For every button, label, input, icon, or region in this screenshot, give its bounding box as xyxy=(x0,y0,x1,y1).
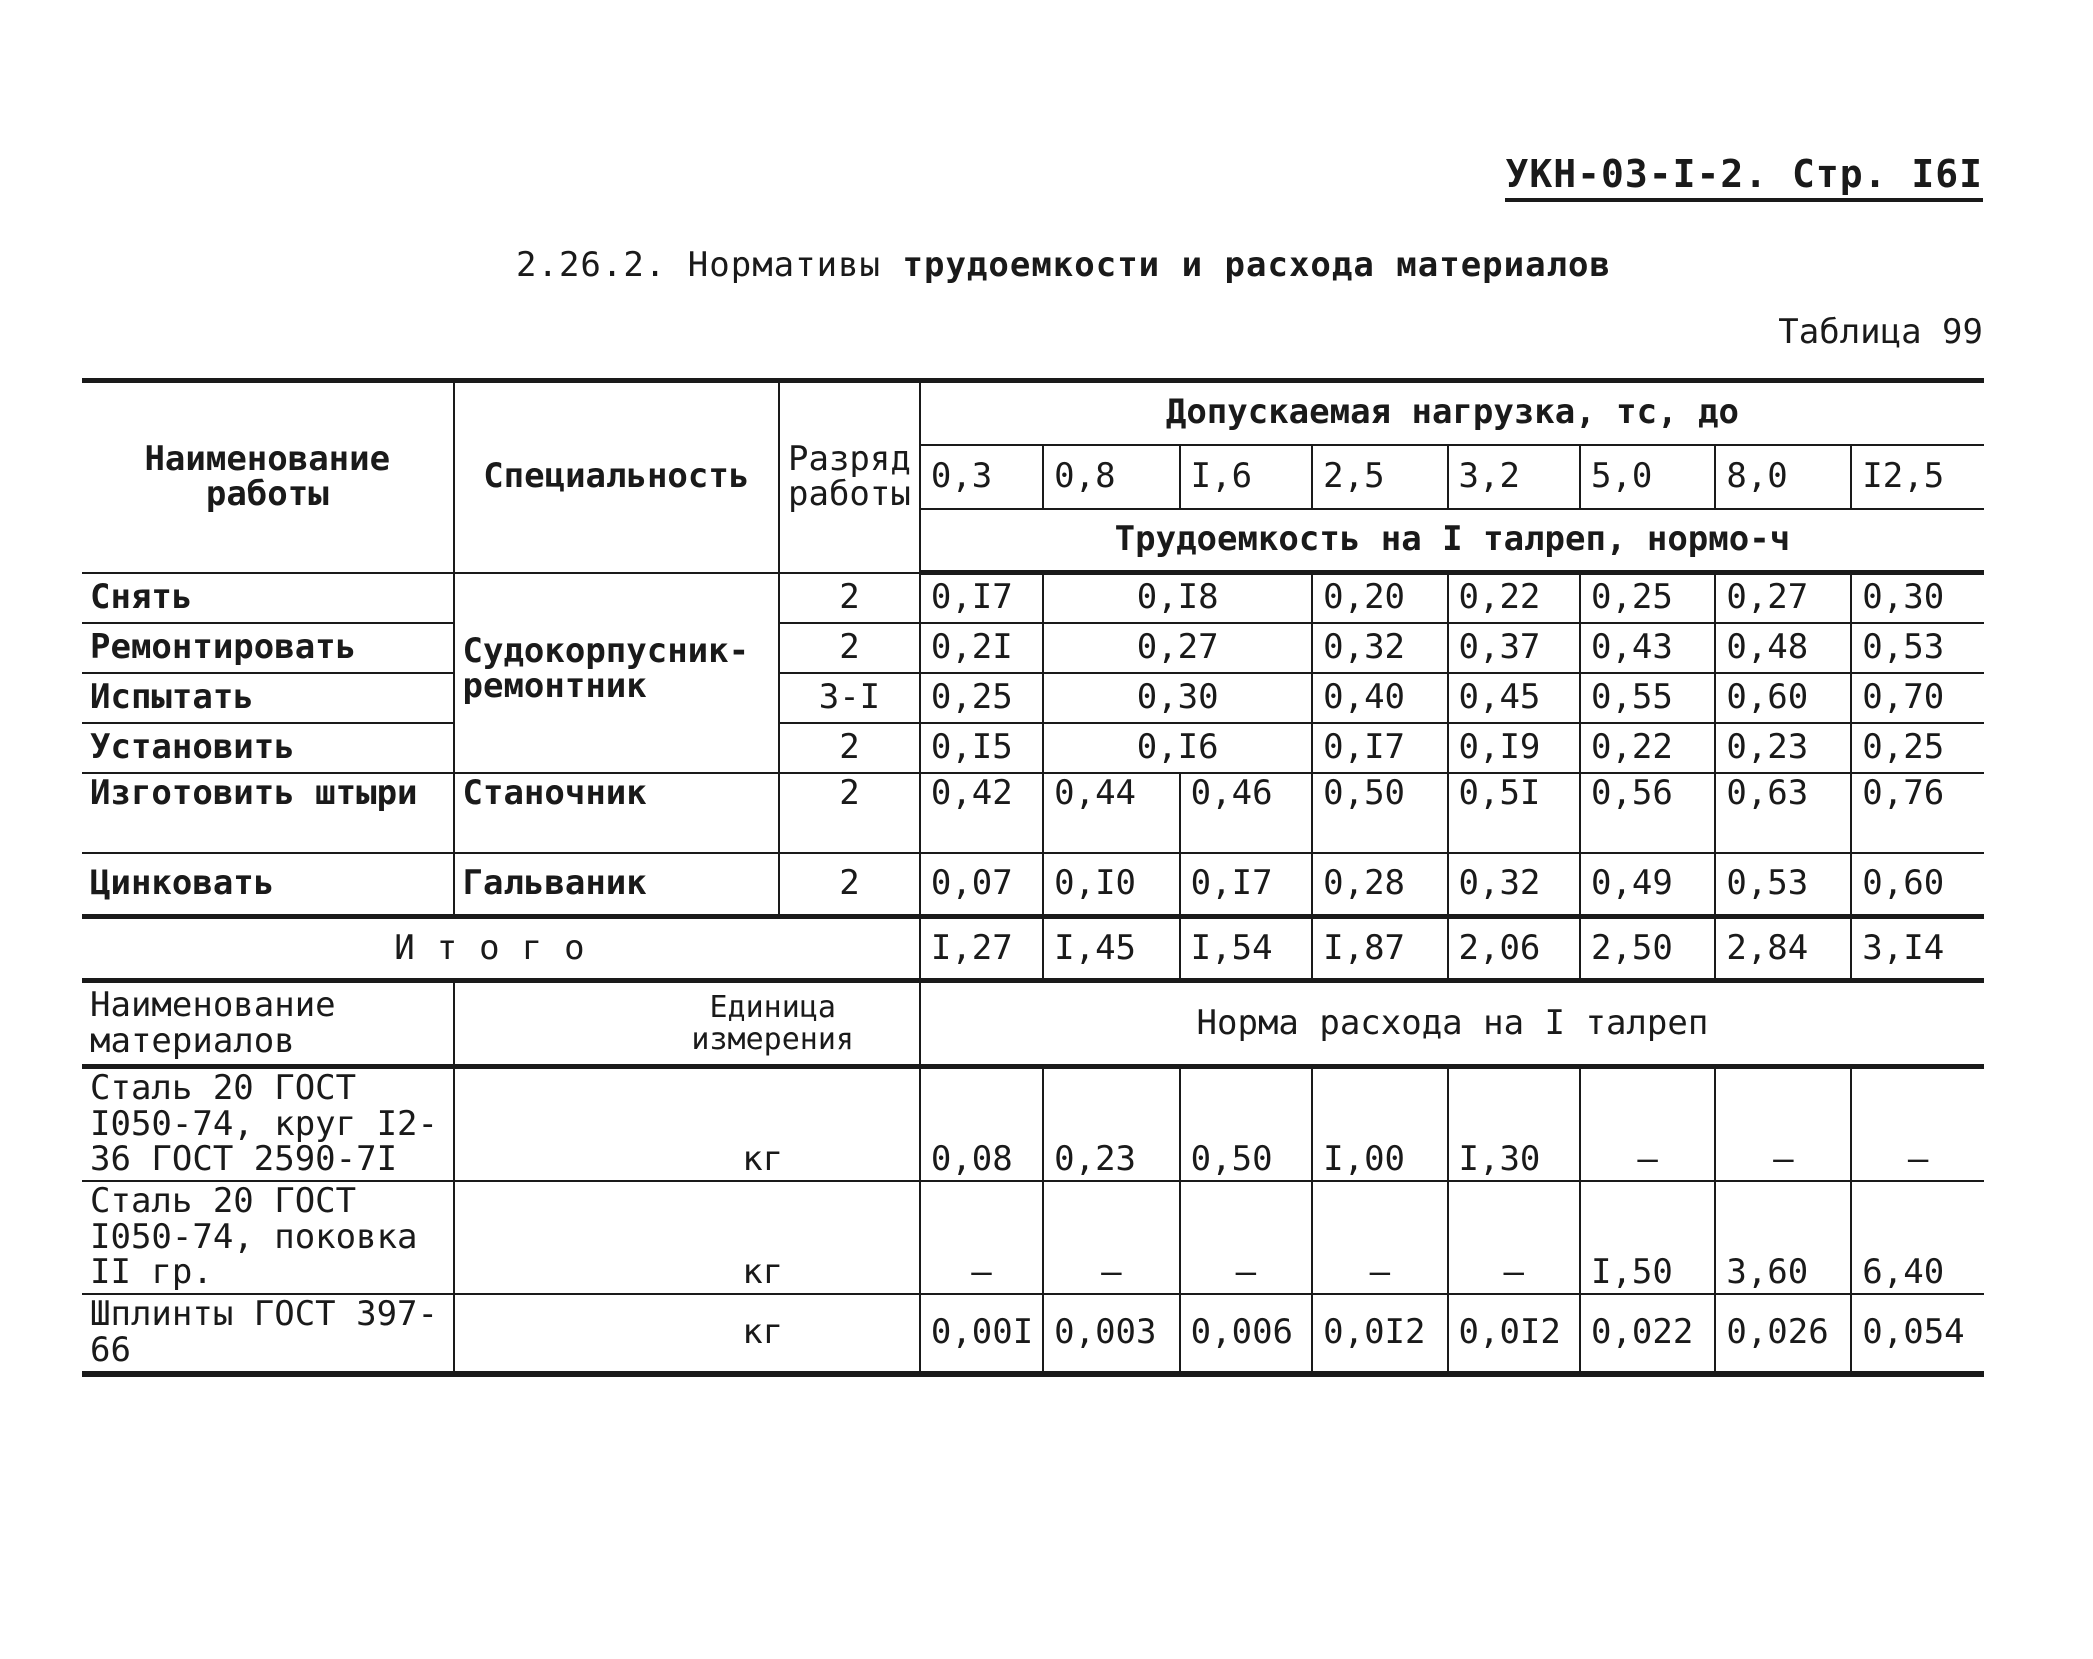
work-name: Ремонтировать xyxy=(82,623,454,673)
value-cell: 0,006 xyxy=(1180,1294,1312,1373)
total-value: I,54 xyxy=(1180,917,1312,981)
value-cell: 0,054 xyxy=(1851,1294,1984,1373)
value-cell: 0,53 xyxy=(1715,853,1851,917)
page-reference: УКН-03-I-2. Стр. I6I xyxy=(1505,152,1983,202)
load-value: I,6 xyxy=(1180,445,1312,509)
value-cell: 0,00I xyxy=(920,1294,1043,1373)
work-name: Установить xyxy=(82,723,454,773)
value-cell: 0,25 xyxy=(1851,723,1984,773)
value-cell: I,50 xyxy=(1580,1181,1715,1294)
value-cell: 0,70 xyxy=(1851,673,1984,723)
table-row xyxy=(82,1181,1984,1294)
total-value: I,27 xyxy=(920,917,1043,981)
value-cell: 0,25 xyxy=(920,673,1043,723)
section-title-plain: Нормативы xyxy=(687,245,882,285)
specialty: Станочник xyxy=(454,773,780,853)
value-cell: 0,56 xyxy=(1580,773,1715,853)
unit: кг xyxy=(454,1067,920,1182)
value-cell: 0,40 xyxy=(1312,673,1447,723)
col-header-work: Наименование работы xyxy=(82,381,454,573)
col-header-unit: Единица измерения xyxy=(454,981,920,1067)
value-cell: 0,5I xyxy=(1448,773,1580,853)
value-cell: 0,2I xyxy=(920,623,1043,673)
col-header-material: Наименование материалов xyxy=(82,981,454,1067)
value-cell: 0,22 xyxy=(1448,573,1580,623)
value-cell: 0,60 xyxy=(1715,673,1851,723)
value-cell: 0,23 xyxy=(1715,723,1851,773)
value-cell: – xyxy=(920,1181,1043,1294)
value-cell: 0,0I2 xyxy=(1448,1294,1580,1373)
total-value: 2,06 xyxy=(1448,917,1580,981)
totals-row xyxy=(82,917,1984,981)
value-cell: 0,37 xyxy=(1448,623,1580,673)
labor-header: Трудоемкость на I талреп, нормо-ч xyxy=(920,509,1984,573)
norm-header: Норма расхода на I талреп xyxy=(920,981,1984,1067)
table-label: Таблица 99 xyxy=(1778,312,1983,352)
table-row xyxy=(82,723,1984,773)
load-value: 0,8 xyxy=(1043,445,1180,509)
value-cell: 0,I7 xyxy=(1312,723,1447,773)
value-cell: 0,42 xyxy=(920,773,1043,853)
table-row xyxy=(82,673,1984,723)
total-value: 2,84 xyxy=(1715,917,1851,981)
labor-header-row-1 xyxy=(82,381,1984,445)
specialty-shipfitter: Судокорпусник-ремонтник xyxy=(454,573,780,773)
value-cell: 0,32 xyxy=(1448,853,1580,917)
value-cell: – xyxy=(1312,1181,1447,1294)
value-cell: 0,49 xyxy=(1580,853,1715,917)
load-value: I2,5 xyxy=(1851,445,1984,509)
value-cell: – xyxy=(1851,1067,1984,1182)
load-header: Допускаемая нагрузка, тс, до xyxy=(920,381,1984,445)
work-name: Изготовить штыри xyxy=(82,773,454,853)
materials-header-row xyxy=(82,981,1984,1067)
norms-table xyxy=(82,378,1984,1377)
load-value: 8,0 xyxy=(1715,445,1851,509)
table-row xyxy=(82,1067,1984,1182)
value-cell: 0,32 xyxy=(1312,623,1447,673)
grade: 2 xyxy=(779,623,920,673)
grade: 2 xyxy=(779,573,920,623)
grade: 3-I xyxy=(779,673,920,723)
value-cell: 0,I8 xyxy=(1043,573,1312,623)
value-cell: 0,30 xyxy=(1851,573,1984,623)
value-cell: – xyxy=(1715,1067,1851,1182)
value-cell: – xyxy=(1448,1181,1580,1294)
unit: кг xyxy=(454,1294,920,1373)
table-row xyxy=(82,1294,1984,1373)
table-row xyxy=(82,853,1984,917)
load-value: 0,3 xyxy=(920,445,1043,509)
load-value: 2,5 xyxy=(1312,445,1447,509)
value-cell: 0,63 xyxy=(1715,773,1851,853)
load-value: 3,2 xyxy=(1448,445,1580,509)
value-cell: 0,44 xyxy=(1043,773,1180,853)
value-cell: 0,23 xyxy=(1043,1067,1180,1182)
grade: 2 xyxy=(779,853,920,917)
specialty: Гальваник xyxy=(454,853,780,917)
table-row xyxy=(82,573,1984,623)
table-row xyxy=(82,773,1984,853)
value-cell: I,00 xyxy=(1312,1067,1447,1182)
section-number: 2.26.2. xyxy=(516,245,667,285)
value-cell: 0,I9 xyxy=(1448,723,1580,773)
value-cell: 0,55 xyxy=(1580,673,1715,723)
value-cell: 0,I6 xyxy=(1043,723,1312,773)
grade: 2 xyxy=(779,773,920,853)
value-cell: 0,43 xyxy=(1580,623,1715,673)
value-cell: – xyxy=(1043,1181,1180,1294)
value-cell: 0,07 xyxy=(920,853,1043,917)
value-cell: 6,40 xyxy=(1851,1181,1984,1294)
material-name: Сталь 20 ГОСТ I050-74, круг I2-36 ГОСТ 2590-7I xyxy=(82,1067,454,1182)
value-cell: 0,I5 xyxy=(920,723,1043,773)
value-cell: 0,022 xyxy=(1580,1294,1715,1373)
value-cell: 0,48 xyxy=(1715,623,1851,673)
work-name: Испытать xyxy=(82,673,454,723)
value-cell: 0,I7 xyxy=(1180,853,1312,917)
col-header-grade: Разряд работы xyxy=(779,381,920,573)
value-cell: 0,53 xyxy=(1851,623,1984,673)
col-header-specialty: Специальность xyxy=(454,381,780,573)
value-cell: 0,08 xyxy=(920,1067,1043,1182)
value-cell: 0,27 xyxy=(1043,623,1312,673)
value-cell: – xyxy=(1580,1067,1715,1182)
value-cell: 0,50 xyxy=(1312,773,1447,853)
value-cell: 0,30 xyxy=(1043,673,1312,723)
material-name: Сталь 20 ГОСТ I050-74, поковка II гр. xyxy=(82,1181,454,1294)
total-value: I,45 xyxy=(1043,917,1180,981)
value-cell: 0,76 xyxy=(1851,773,1984,853)
value-cell: 0,28 xyxy=(1312,853,1447,917)
value-cell: 0,50 xyxy=(1180,1067,1312,1182)
value-cell: 0,026 xyxy=(1715,1294,1851,1373)
load-value: 5,0 xyxy=(1580,445,1715,509)
section-title xyxy=(516,245,1611,285)
value-cell: 0,45 xyxy=(1448,673,1580,723)
value-cell: 0,003 xyxy=(1043,1294,1180,1373)
section-title-bold: трудоемкости и расхода материалов xyxy=(902,245,1612,285)
value-cell: 0,20 xyxy=(1312,573,1447,623)
value-cell: 0,0I2 xyxy=(1312,1294,1447,1373)
value-cell: – xyxy=(1180,1181,1312,1294)
value-cell: 0,60 xyxy=(1851,853,1984,917)
total-value: I,87 xyxy=(1312,917,1447,981)
total-value: 3,I4 xyxy=(1851,917,1984,981)
grade: 2 xyxy=(779,723,920,773)
value-cell: 0,46 xyxy=(1180,773,1312,853)
total-label: Итого xyxy=(82,917,920,981)
total-value: 2,50 xyxy=(1580,917,1715,981)
material-name: Шплинты ГОСТ 397-66 xyxy=(82,1294,454,1373)
unit: кг xyxy=(454,1181,920,1294)
value-cell: 0,22 xyxy=(1580,723,1715,773)
table-row xyxy=(82,623,1984,673)
value-cell: 0,27 xyxy=(1715,573,1851,623)
value-cell: I,30 xyxy=(1448,1067,1580,1182)
value-cell: 0,I7 xyxy=(920,573,1043,623)
value-cell: 0,25 xyxy=(1580,573,1715,623)
work-name: Снять xyxy=(82,573,454,623)
value-cell: 0,I0 xyxy=(1043,853,1180,917)
work-name: Цинковать xyxy=(82,853,454,917)
value-cell: 3,60 xyxy=(1715,1181,1851,1294)
